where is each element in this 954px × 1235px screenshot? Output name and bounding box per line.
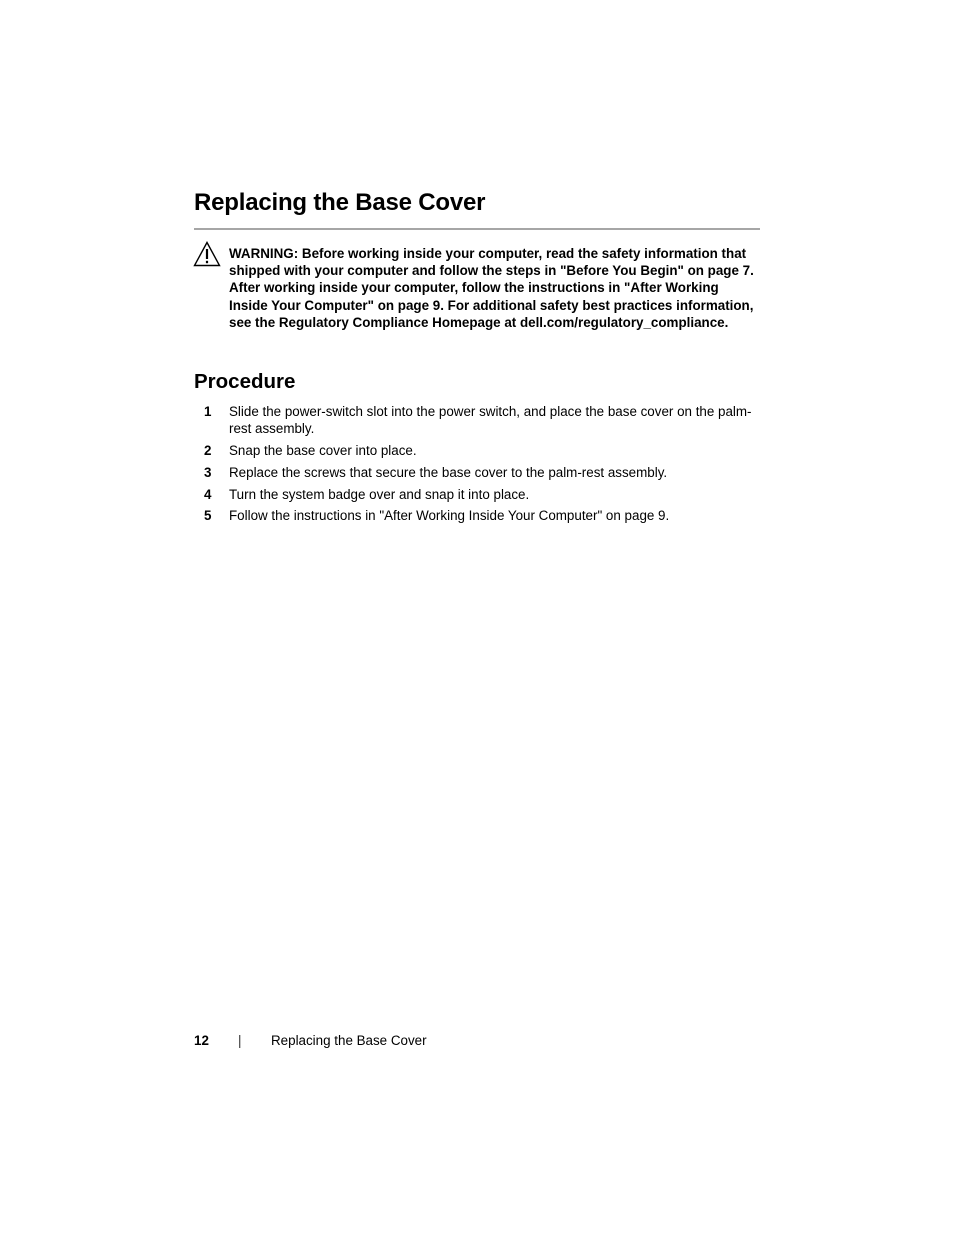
footer-section-title: Replacing the Base Cover [271, 1033, 427, 1048]
page-number: 12 [194, 1033, 209, 1048]
procedure-step [194, 464, 764, 481]
title-divider [194, 228, 760, 230]
step-number: 1 [204, 404, 212, 419]
page-title: Replacing the Base Cover [194, 189, 486, 216]
step-text: Follow the instructions in "After Working Inside Your Computer" on page 9. [229, 508, 670, 524]
step-text: Slide the power-switch slot into the power switch, and place the base cover on the palm-rest assembly. [229, 404, 752, 437]
procedure-step [194, 486, 764, 503]
step-number: 2 [204, 443, 212, 458]
procedure-step [194, 507, 764, 524]
step-text: Turn the system badge over and snap it into place. [229, 486, 530, 502]
procedure-step [194, 403, 764, 437]
procedure-heading: Procedure [194, 370, 296, 393]
procedure-step [194, 442, 764, 459]
step-number: 4 [204, 486, 212, 502]
procedure-steps [194, 403, 764, 529]
warning-triangle-icon [193, 241, 221, 267]
step-number: 3 [204, 464, 212, 480]
warning-text: WARNING: Before working inside your computer, read the safety information that shipped with your computer and follow the steps in "Before You Begin" on page 7. After working inside your computer, follow the instructions in "After Working Inside Your Computer" on page 9. For additional safety best practices information, see the Regulatory Compliance Homepage at dell.com/regulatory_compliance. [229, 246, 754, 330]
step-text: Snap the base cover into place. [229, 443, 417, 458]
step-text: Replace the screws that secure the base cover to the palm-rest assembly. [229, 464, 668, 480]
footer-separator: | [238, 1033, 242, 1048]
step-number: 5 [204, 508, 212, 524]
